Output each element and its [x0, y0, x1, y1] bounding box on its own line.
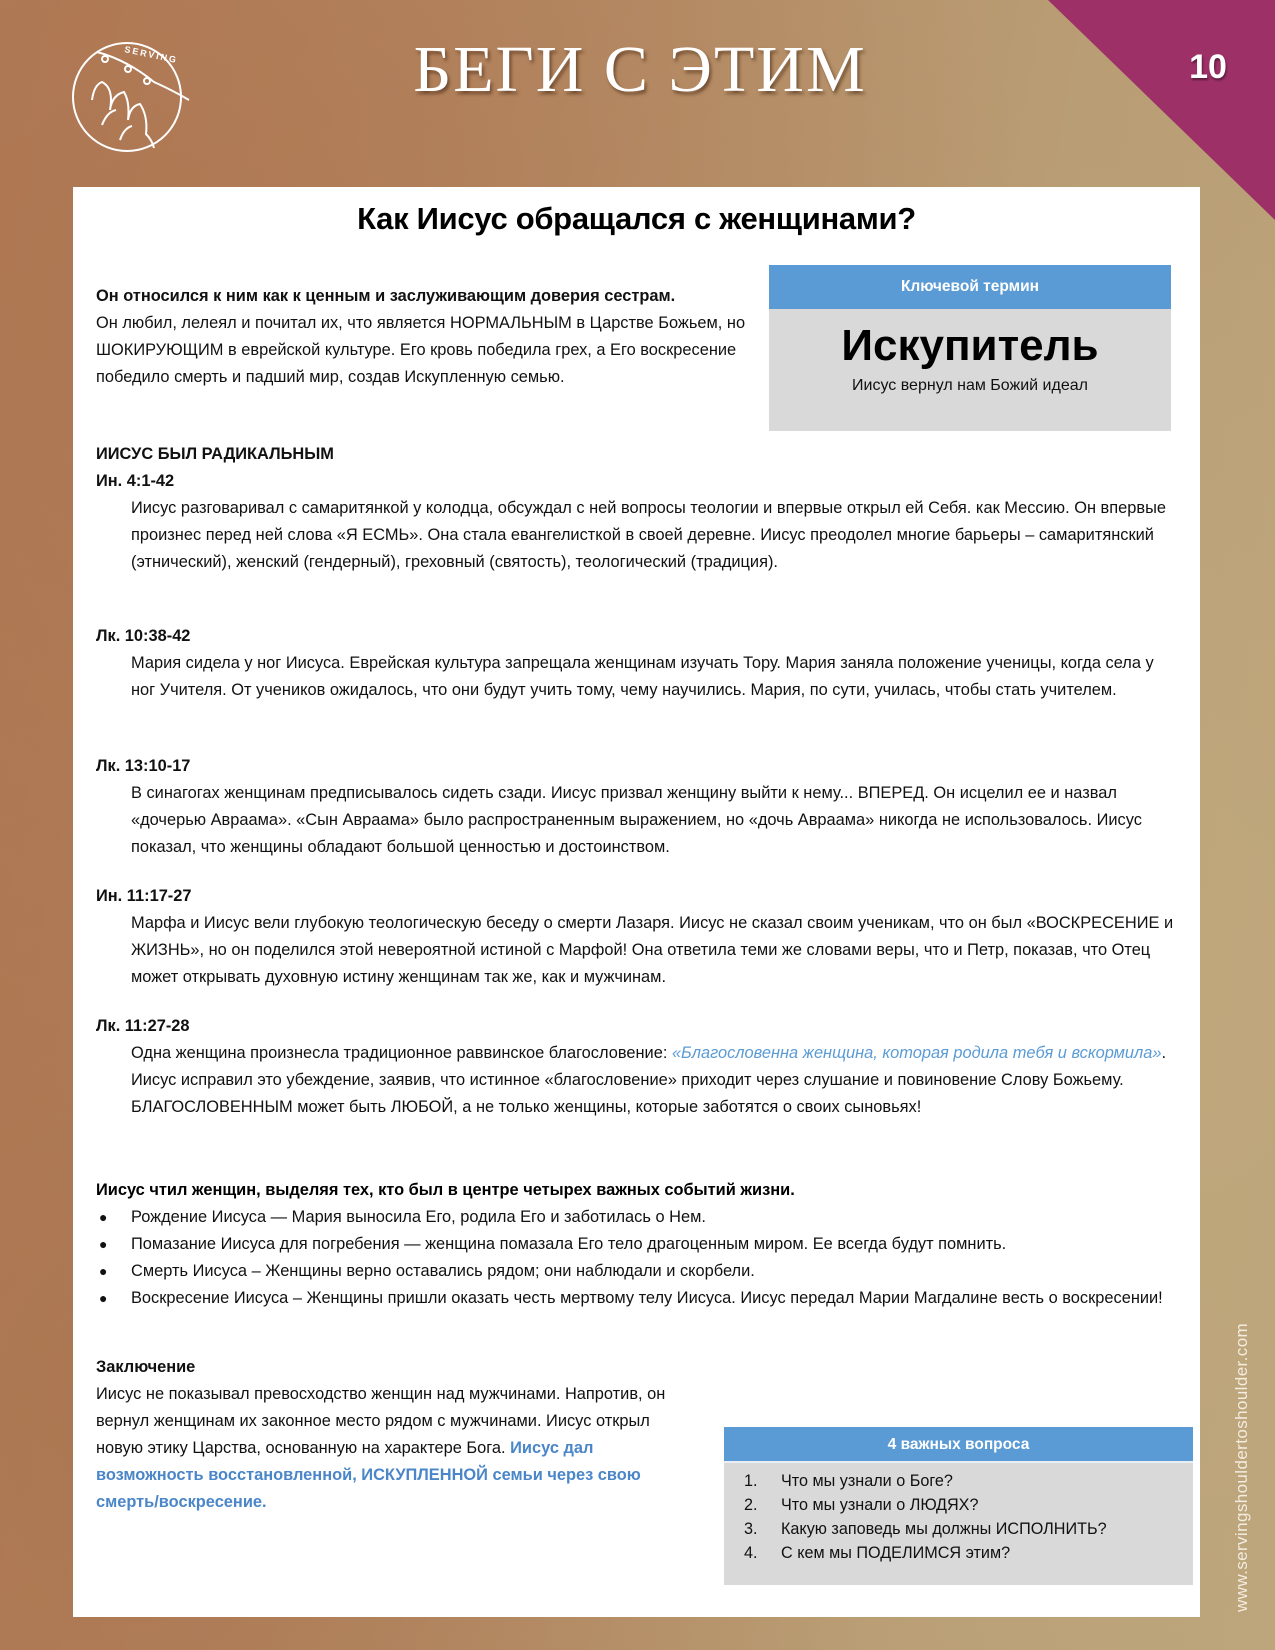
question-number: 3. — [744, 1520, 758, 1538]
key-term-word: Искупитель — [841, 321, 1099, 370]
key-term-header: Ключевой термин — [769, 265, 1171, 309]
passage-text: Мария сидела у ног Иисуса. Еврейская культура запрещала женщинам изучать Тору. Мария заняла положение ученицы, когда села у ног Учителя. От учеников ожидалось, что они будут учить тому, чему научились. Мария, по сути, училась, чтобы стать учителем. — [131, 654, 1154, 699]
bullet-icon: ● — [99, 1263, 108, 1279]
questions-box — [724, 1427, 1193, 1585]
section-heading: ИИСУС БЫЛ РАДИКАЛЬНЫМ — [96, 445, 334, 463]
question-item — [744, 1541, 1193, 1565]
list-item — [96, 1231, 1186, 1258]
conclusion-highlight: Иисус дал возможность восстановленной, ИСКУПЛЕННОЙ семьи через свою смерть/воскресение. — [96, 1439, 641, 1511]
passage-block — [96, 753, 1181, 861]
question-text: Что мы узнали о Боге? — [781, 1472, 953, 1490]
passage-text: Иисус разговаривал с самаритянкой у колодца, обсуждал с ней вопросы теологии и впервые открыл ей Себя. как Мессию. Он впервые произнес перед ней слова «Я ЕСМЬ». Она стала евангелисткой в своей деревне. Иисус преодолел многие барьеры – самаритянский (этнический), женский (гендерный), греховный (святость), теологический (традиция). — [131, 499, 1166, 571]
key-term-subtitle: Иисус вернул нам Божий идеал — [852, 377, 1088, 394]
events-section — [96, 1177, 1186, 1312]
conclusion-text: Иисус не показывал превосходство женщин над мужчинами. Напротив, он вернул женщинам их законное место рядом с мужчинами. Иисус открыл новую этику Царства, основанную на характере Бога. — [96, 1385, 666, 1457]
conclusion-section — [96, 1354, 676, 1516]
list-item — [96, 1258, 1186, 1285]
radical-section — [96, 441, 1181, 576]
svg-text:SERVING: SERVING — [123, 44, 179, 66]
events-list — [96, 1204, 1186, 1312]
intro-lead: Он относился к ним как к ценным и заслуживающим доверия сестрам. — [96, 287, 676, 305]
question-number: 2. — [744, 1496, 758, 1514]
passage-block — [96, 623, 1181, 704]
content-panel — [73, 187, 1200, 1617]
list-item-text: Воскресение Иисуса – Женщины пришли оказать честь мертвому телу Иисуса. Иисус передал Марии Магдалине весть о воскресении! — [131, 1289, 1163, 1307]
intro-paragraph — [96, 283, 746, 391]
banner-title: БЕГИ С ЭТИМ — [413, 33, 867, 106]
question-text: Что мы узнали о ЛЮДЯХ? — [781, 1496, 979, 1514]
page-heading: Как Иисус обращался с женщинами? — [357, 201, 916, 236]
question-item — [744, 1517, 1193, 1541]
bullet-icon: ● — [99, 1236, 108, 1252]
questions-header: 4 важных вопроса — [724, 1427, 1193, 1463]
page-number: 10 — [1189, 48, 1227, 86]
passage-text-part: . Иисус исправил это убеждение, заявив, что истинное «благословение» приходит через слушание и повиновение Слову Божьему. БЛАГОСЛОВЕННЫМ может быть ЛЮБОЙ, а не только женщины, которые заботятся о своих сыновьях! — [131, 1044, 1167, 1116]
question-number: 1. — [744, 1472, 758, 1490]
bullet-icon: ● — [99, 1290, 108, 1306]
list-item-text: Рождение Иисуса — Мария выносила Его, родила Его и заботилась о Нем. — [131, 1208, 706, 1226]
passage-text: Марфа и Иисус вели глубокую теологическую беседу о смерти Лазаря. Иисус не сказал своим ученикам, что он был «ВОСКРЕСЕНИЕ и ЖИЗНЬ», но он поделился этой невероятной истиной с Марфой! Она ответила теми же словами веры, что и Петр, показав, что Отец может открывать духовную истину женщинам так же, как и мужчинам. — [131, 914, 1174, 986]
list-item — [96, 1204, 1186, 1231]
passage-text: В синагогах женщинам предписывалось сидеть сзади. Иисус призвал женщину выйти к нему... ВПЕРЕД. Он исцелил ее и назвал «дочерью Авраама». «Сын Авраама» было распространенным выражением, но «дочь Авраама» никогда не использовалось. Иисус показал, что женщины обладают большой ценностью и достоинством. — [131, 784, 1142, 856]
passage-text — [96, 1040, 1181, 1121]
question-item — [744, 1469, 1193, 1493]
bullet-icon: ● — [99, 1209, 108, 1225]
passage-block — [96, 883, 1181, 991]
passage-text-part: Одна женщина произнесла традиционное раввинское благословение: — [131, 1044, 672, 1062]
key-term-box — [769, 265, 1171, 431]
passage-ref: Лк. 13:10-17 — [96, 757, 191, 775]
passage-ref: Ин. 11:17-27 — [96, 887, 192, 905]
questions-list — [724, 1469, 1193, 1565]
events-lead: Иисус чтил женщин, выделяя тех, кто был в центре четырех важных событий жизни. — [96, 1181, 795, 1199]
conclusion-body — [96, 1381, 676, 1516]
intro-body: Он любил, лелеял и почитал их, что является НОРМАЛЬНЫМ в Царстве Божьем, но ШОКИРУЮЩИМ в еврейской культуре. Его кровь победила грех, а Его воскресение победило смерть и падший мир, создав Искупленную семью. — [96, 314, 746, 386]
question-item — [744, 1493, 1193, 1517]
website-url[interactable]: www.servingshouldertoshoulder.com — [1232, 1322, 1251, 1612]
list-item-text: Смерть Иисуса – Женщины верно оставались рядом; они наблюдали и скорбели. — [131, 1262, 755, 1280]
question-number: 4. — [744, 1544, 758, 1562]
question-text: С кем мы ПОДЕЛИМСЯ этим? — [781, 1544, 1011, 1562]
list-item-text: Помазание Иисуса для погребения — женщина помазала Его тело драгоценным миром. Ее всегда будут помнить. — [131, 1235, 1007, 1253]
passage-ref: Лк. 10:38-42 — [96, 627, 191, 645]
rabbinic-quote: «Благословенна женщина, которая родила тебя и вскормила» — [671, 1044, 1162, 1062]
passage-block — [96, 1013, 1181, 1121]
passage-ref: Лк. 11:27-28 — [96, 1017, 190, 1035]
conclusion-heading: Заключение — [96, 1358, 196, 1376]
list-item — [96, 1285, 1186, 1312]
question-text: Какую заповедь мы должны ИСПОЛНИТЬ? — [781, 1520, 1107, 1538]
passage-ref: Ин. 4:1-42 — [96, 472, 175, 490]
serving-logo-icon — [72, 40, 192, 160]
